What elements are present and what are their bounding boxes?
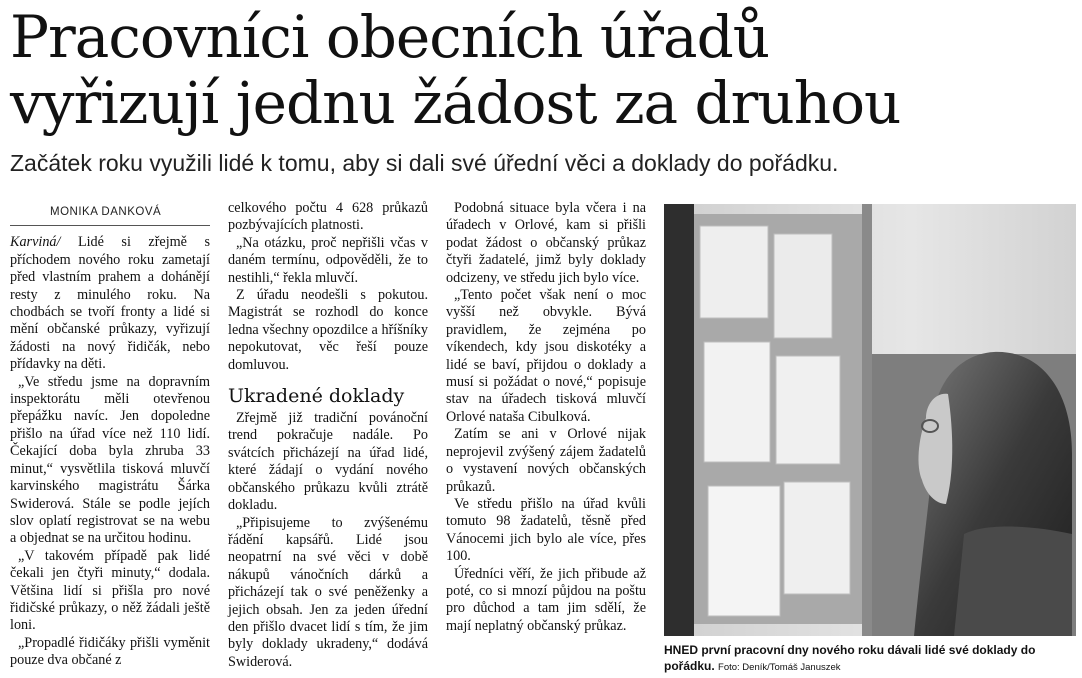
photo-illustration	[664, 204, 1076, 636]
paragraph: Úředníci věří, že jich přibude až poté, co si mnozí půjdou na poštu pro důchod a tam jim sdělí, že mají neplatný občanský průkaz.	[446, 565, 646, 634]
crosshead: Ukradené doklady	[228, 385, 405, 408]
caption-text: HNED první pracovní dny nového roku dávali lidé své doklady do pořádku.	[664, 643, 1036, 673]
notice-paper	[700, 226, 768, 318]
notice-paper	[704, 342, 770, 462]
photo-caption	[664, 642, 1076, 676]
notice-paper	[784, 482, 850, 594]
byline: MONIKA DANKOVÁ	[10, 200, 210, 226]
notice-paper	[774, 234, 832, 338]
headline-line-1: Pracovníci obecních úřadů	[10, 3, 770, 71]
text-column-1	[10, 200, 210, 670]
paragraph: Karviná/ Lidé si zřejmě s příchodem nového roku zametají před vlastním prahem a dohánějí resty z minulého roku. Na chodbách se tvoří fronty a lidé si mění občanské průkazy, vyřizují žádosti na nový řidičák, nebo přídavky na děti.	[10, 234, 210, 373]
paragraph: Zatím se ani v Orlové nijak neprojevil zvýšený zájem žadatelů o vystavení nových občanských průkazů.	[446, 426, 646, 495]
text-column-3	[446, 200, 646, 635]
paragraph: Ve středu přišlo na úřad kvůli tomuto 98 žadatelů, těsně před Vánocemi jich bylo ale více, přes 100.	[446, 495, 646, 565]
paragraph: „Připisujeme to zvýšenému řádění kapsářů. Lidé jsou neopatrní na své věci v době nákupů vánočních dárků a přicházejí tak o své peněženky a jejich obsah. Jen za jeden úřední den přišlo dvacet lidí s tím, že jim byly doklady ukradeny,“ dodává Swiderová.	[228, 514, 428, 670]
paragraph: Zřejmě již tradiční povánoční trend pokračuje nadále. Po svátcích přicházejí na úřad lidé, které žádají o vydání nového občanského průkazu kvůli ztrátě dokladu.	[228, 410, 428, 514]
notice-paper	[708, 486, 780, 616]
article-photo	[664, 204, 1076, 636]
paragraph: „Na otázku, proč nepřišli včas v daném termínu, odpověděli, že to nestihli,“ řekla mluvčí.	[228, 234, 428, 286]
dateline: Karviná/	[10, 234, 61, 251]
paragraph: „V takovém případě pak lidé čekali jen čtyři minuty,“ dodala. Většina lidí si přišla pro nové řidičské průkazy, o něž žádali ještě loni.	[10, 547, 210, 634]
article-headline	[10, 4, 1070, 136]
photo-credit: Foto: Deník/Tomáš Januszek	[718, 662, 841, 673]
paragraph: „Propadlé řidičáky přišli vyměnit pouze dva občané z	[10, 634, 210, 669]
paragraph: „Tento počet však není o moc vyšší než obvykle. Bývá pravidlem, že zejména po víkendech, kdy jsou diskotéky a lidé se baví, přijdou o doklady a musí si požádat o nové,“ popisuje stav na úřadech tisková mluvčí Orlové nataša Cibulková.	[446, 287, 646, 425]
paragraph: Podobná situace byla včera i na úřadech v Orlové, kam si přišli podat žádost o občanský průkaz čtyři žadatelé, jimž byly doklady odcizeny, ve středu jich bylo více.	[446, 200, 646, 286]
paragraph: Z úřadu neodešli s pokutou. Magistrát se rozhodl do konce ledna všechny opozdilce a hříšníky nepokutovat, věc řeší pouze domluvou.	[228, 287, 428, 373]
article-subheadline: Začátek roku využili lidé k tomu, aby si dali své úřední věci a doklady do pořádku.	[10, 150, 839, 176]
paragraph: „Ve středu jsme na dopravním inspektorátu měli otevřenou přepážku navíc. Jen dopoledne přišlo na úřad více než 110 lidí. Čekající doba byla zhruba 33 minut,“ vysvětlila tisková mluvčí karvinského magistrátu Šárka Swiderová. Stále se podle jejích slov oplatí registrovat se na webu a objednat se na určitou hodinu.	[10, 373, 210, 547]
paragraph: celkového počtu 4 628 průkazů pozbývajících platnosti.	[228, 200, 428, 234]
text-column-2	[228, 200, 428, 671]
headline-line-2: vyřizují jednu žádost za druhou	[10, 69, 901, 137]
notice-paper	[776, 356, 840, 464]
